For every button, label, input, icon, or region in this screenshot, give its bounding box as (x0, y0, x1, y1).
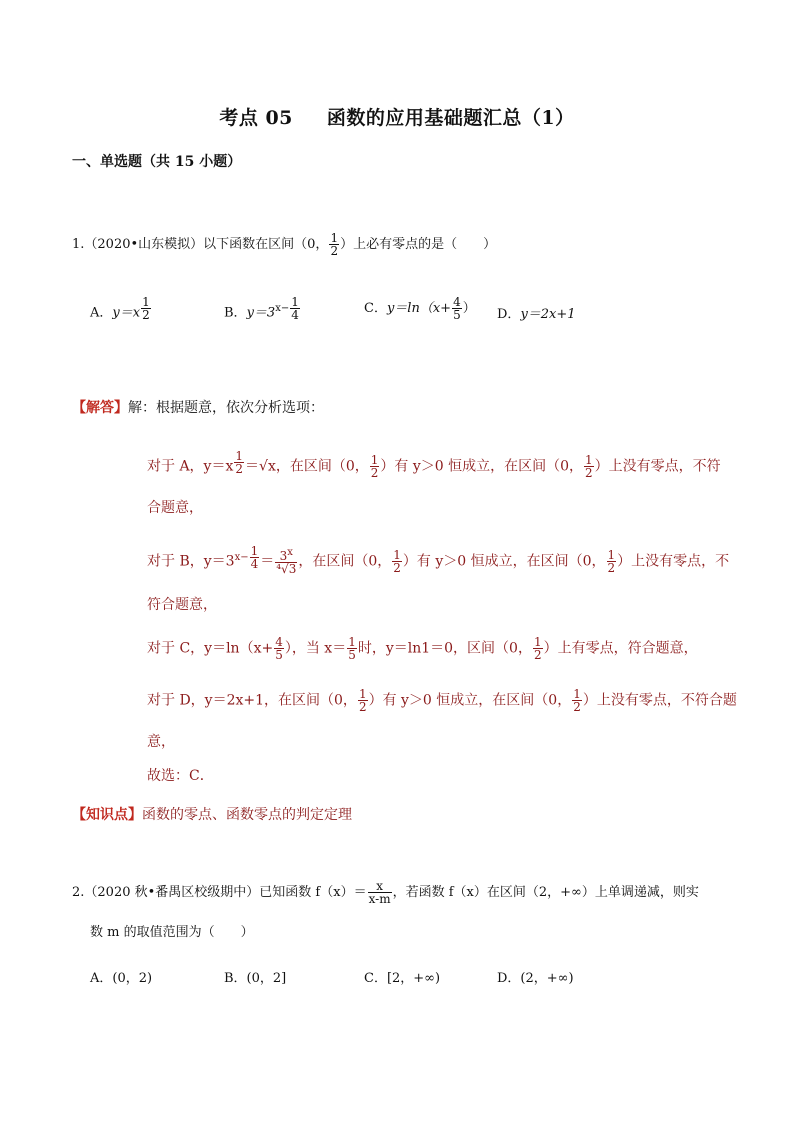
option-b-exponent (290, 296, 300, 321)
sol-d-text2: ）有 y＞0 恒成立，在区间（0， (368, 692, 572, 709)
half-num: 1 (358, 687, 367, 701)
sol-a-exp-den: 2 (235, 462, 244, 476)
sol-b-num-exp: x (287, 547, 293, 559)
section-heading: 一、单选题（共 15 小题） (72, 154, 242, 170)
solution-b-line2: 符合题意， (147, 597, 217, 613)
q1-interval-fraction (329, 232, 339, 257)
sol-a-exp-num: 1 (235, 449, 244, 463)
q2-prefix: 2.（2020 秋•番禺区校级期中）已知函数 f（x）＝ (72, 885, 367, 900)
sol-c-text4: ）上有零点，符合题意， (543, 640, 698, 657)
q2-frac-den: x-m (368, 892, 391, 906)
sol-a-text3: ）有 y＞0 恒成立，在区间（0， (380, 458, 584, 475)
sol-a-text4: ）上没有零点，不符 (594, 458, 721, 475)
option-d-expr: y＝2x+1 (520, 307, 576, 322)
solution-answer: 故选：C． (147, 768, 214, 784)
question-2-stem-line1 (72, 880, 699, 905)
title-topic-number: 考点 05 (219, 107, 293, 129)
sol-b-half-1 (392, 549, 402, 574)
sol-a-exponent (234, 450, 244, 475)
sol-d-half-1 (358, 688, 368, 713)
option-d-label: D． (497, 307, 521, 322)
half-num: 1 (607, 548, 616, 563)
q2-option-d[interactable]: D．(2，+∞) (497, 971, 574, 986)
q2-option-c[interactable]: C．[2，+∞) (364, 971, 441, 986)
option-b-exp-var: x− (275, 303, 290, 314)
sol-b-half-2 (607, 549, 617, 574)
q1-frac-num: 1 (330, 231, 339, 245)
sol-b-exp-den: 4 (250, 557, 259, 571)
option-c-num: 4 (453, 295, 461, 309)
question-1-stem (72, 232, 496, 257)
option-c-label: C． (364, 301, 387, 316)
option-a-label: A． (90, 305, 113, 321)
option-a-expr: y＝x (112, 305, 141, 321)
sol-c-x-num: 1 (348, 635, 356, 649)
q1-option-d[interactable] (497, 303, 576, 322)
solution-b-line1 (147, 545, 729, 575)
sol-c-num: 4 (275, 635, 283, 649)
half-num: 1 (393, 548, 401, 563)
option-c-fraction (452, 296, 462, 321)
sol-b-den: ⁴√3 (276, 562, 297, 577)
option-a-exp-den: 2 (142, 308, 150, 322)
sol-a-half-2 (584, 454, 594, 479)
sol-b-base: 3 (225, 553, 235, 570)
half-den: 2 (585, 466, 593, 481)
half-num: 1 (370, 453, 379, 468)
sol-c-text3: 时，y＝ln1＝0，区间（0， (357, 640, 532, 657)
sol-a-half-1 (370, 454, 380, 479)
sol-d-text1: 对于 D，y＝2x+1，在区间（0， (147, 692, 357, 709)
half-den: 2 (607, 561, 616, 576)
sol-b-exponent (250, 545, 260, 570)
sol-b-text1: 对于 B，y＝ (147, 553, 226, 570)
option-a-exponent (141, 296, 151, 321)
q2-frac-num: x (368, 880, 392, 893)
sol-c-x-den: 5 (348, 648, 356, 662)
option-b-label: B． (224, 305, 247, 321)
sol-b-exp-num: 1 (250, 544, 259, 558)
sol-b-num-base: 3 (279, 549, 288, 564)
half-num: 1 (533, 635, 542, 649)
sol-c-text1: 对于 C，y＝ln（x+ (147, 640, 274, 657)
solution-c-line (147, 636, 698, 661)
solution-intro: 解：根据题意，依次分析选项： (128, 400, 324, 416)
q1-frac-den: 2 (330, 244, 339, 258)
sol-a-text1: 对于 A，y＝ (147, 458, 226, 475)
solution-d-line1 (147, 688, 737, 713)
q1-suffix: ）上必有零点的是（ ） (340, 237, 497, 252)
page-title (0, 103, 794, 130)
q1-prefix: 1.（2020•山东模拟）以下函数在区间（0， (72, 237, 329, 252)
sol-c-den: 5 (275, 648, 283, 662)
sol-d-text3: ）上没有零点，不符合题 (582, 692, 737, 709)
half-den: 2 (370, 466, 379, 481)
solution-label: 【解答】 (72, 400, 128, 416)
sol-c-x-fraction (347, 636, 357, 661)
q1-option-b[interactable] (224, 296, 301, 321)
half-num: 1 (573, 687, 581, 701)
solution-a-line2: 合题意， (147, 500, 203, 516)
q2-suffix: ，若函数 f（x）在区间（2，+∞）上单调递减，则实 (392, 885, 699, 900)
option-b-exp-den: 4 (291, 308, 299, 322)
option-c-expr: y＝ln（x+ (386, 301, 452, 316)
sol-d-half-2 (572, 688, 582, 713)
q1-option-a[interactable] (90, 296, 152, 321)
sol-c-half (533, 636, 543, 661)
knowledge-text: 函数的零点、函数零点的判定定理 (142, 807, 352, 823)
sol-b-equals: ＝ (260, 553, 275, 570)
knowledge-point (72, 804, 352, 824)
option-a-exp-num: 1 (142, 295, 150, 309)
sol-b-text2: ，在区间（0， (298, 553, 392, 570)
solution-header (72, 397, 324, 417)
q1-option-c[interactable] (364, 296, 476, 321)
sol-b-text3: ）有 y＞0 恒成立，在区间（0， (402, 553, 606, 570)
q2-option-b[interactable]: B．(0，2] (224, 971, 287, 986)
option-b-exp-num: 1 (291, 295, 299, 309)
option-c-end: ） (462, 301, 476, 316)
half-den: 2 (393, 561, 401, 576)
q2-option-a[interactable]: A．(0，2) (90, 971, 153, 986)
knowledge-label: 【知识点】 (72, 807, 142, 823)
half-den: 2 (358, 700, 367, 714)
half-den: 2 (573, 700, 581, 714)
sol-a-text2: ＝√x，在区间（0， (245, 458, 369, 475)
sol-b-num (275, 548, 297, 563)
half-num: 1 (585, 453, 593, 468)
sol-b-text4: ）上没有零点，不 (617, 553, 730, 570)
half-den: 2 (533, 648, 542, 662)
sol-c-text2: ），当 x＝ (284, 640, 347, 657)
title-topic-name: 函数的应用基础题汇总（1） (326, 107, 575, 129)
q2-function-fraction (368, 880, 392, 905)
sol-a-base: x (225, 458, 234, 475)
solution-a-line1 (147, 450, 721, 479)
question-2-stem-line2: 数 m 的取值范围为（ ） (90, 925, 254, 940)
option-b-expr: y＝3 (246, 305, 276, 321)
solution-d-line2: 意， (147, 734, 175, 750)
sol-b-exp-var: x− (234, 552, 249, 563)
sol-c-fraction (274, 636, 284, 661)
option-c-den: 5 (453, 308, 461, 322)
sol-b-rewrite-fraction (275, 548, 297, 575)
